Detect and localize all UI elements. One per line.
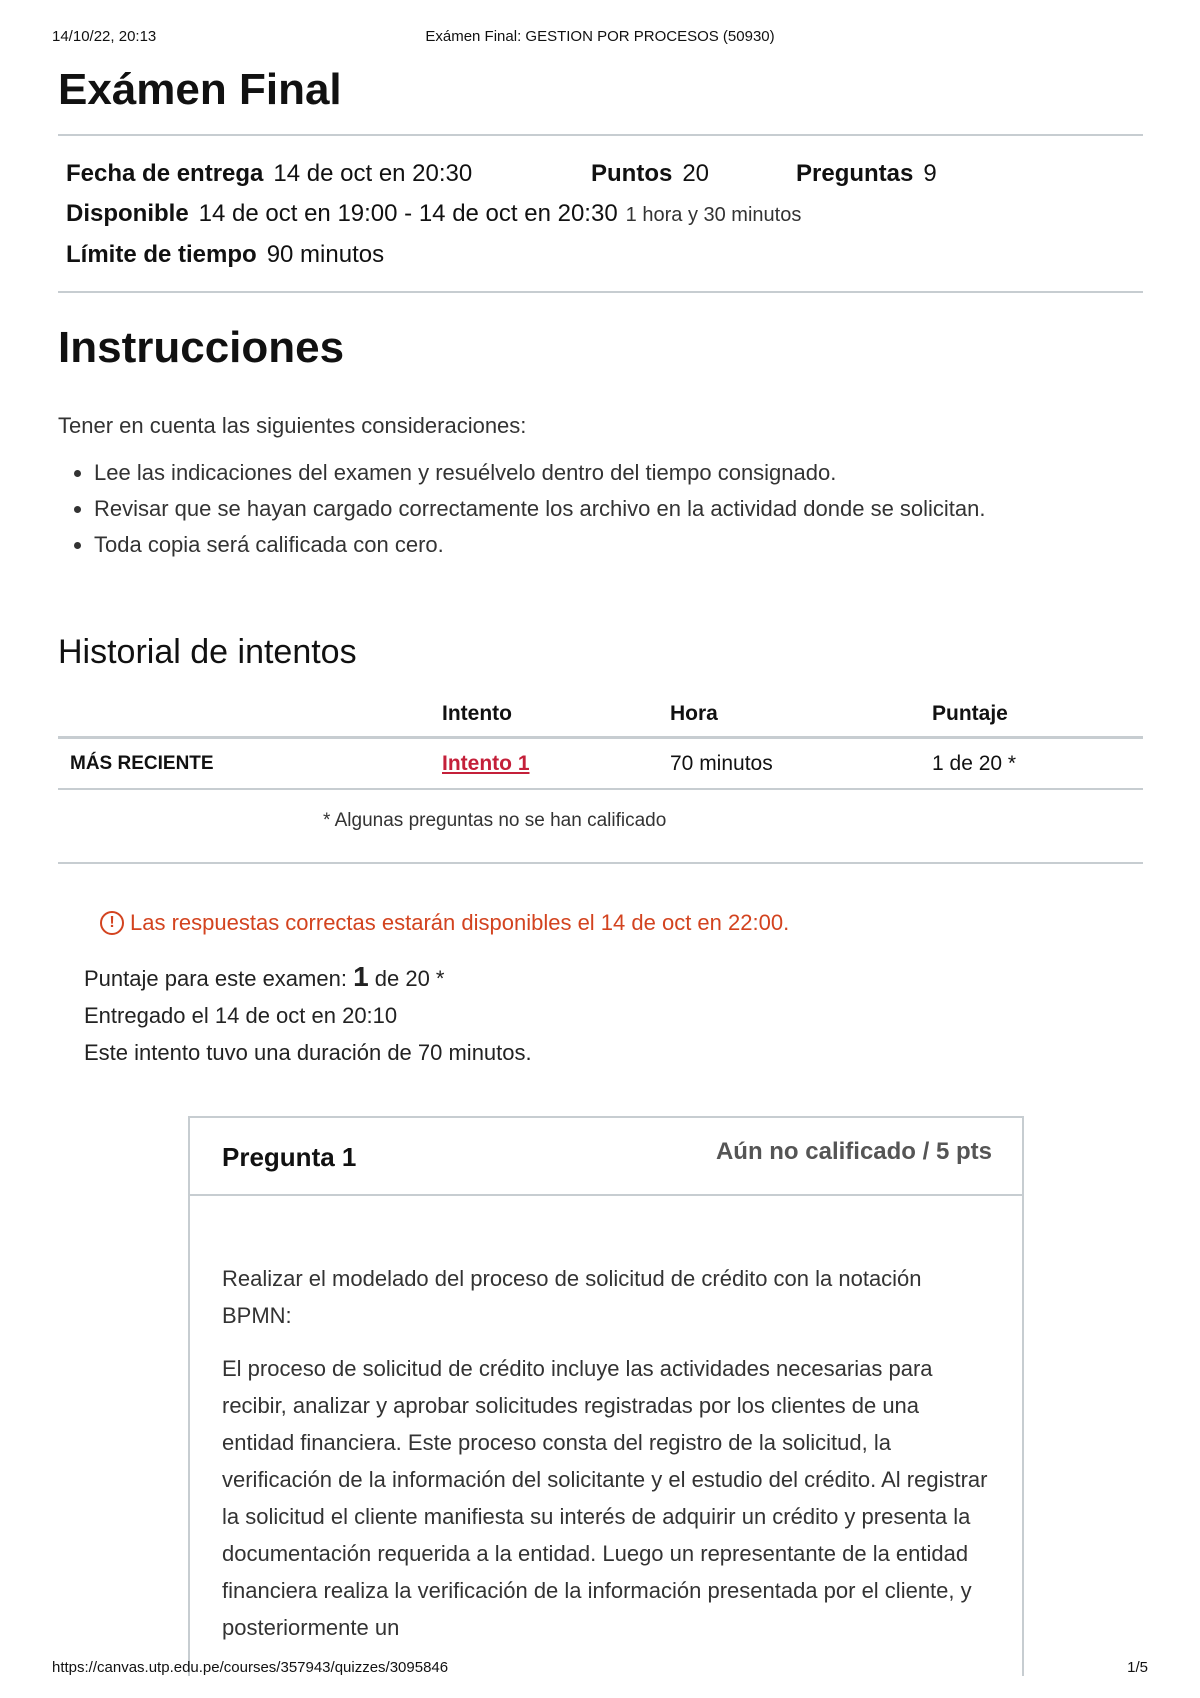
attempt-link[interactable]: Intento 1 xyxy=(442,752,530,775)
duration-text: Este intento tuvo una duración de 70 minutos. xyxy=(84,1040,532,1065)
score-block xyxy=(84,958,1143,1071)
history-heading: Historial de intentos xyxy=(58,633,357,671)
points-label: Puntos xyxy=(591,160,673,187)
quiz-details xyxy=(58,136,1143,291)
table-row xyxy=(58,738,1143,790)
question-paragraph: Realizar el modelado del proceso de solicitud de crédito con la notación BPMN: xyxy=(222,1266,922,1328)
column-header: Intento xyxy=(442,694,670,738)
instructions-list xyxy=(58,455,1143,563)
questions-label: Preguntas xyxy=(796,160,914,187)
due-label: Fecha de entrega xyxy=(66,160,264,187)
page-number: 1/5 xyxy=(1127,1659,1148,1676)
list-item: • Revisar que se hayan cargado correctamente los archivo en la actividad donde se solicitan. xyxy=(94,491,1143,527)
print-url: https://canvas.utp.edu.pe/courses/357943/quizzes/3095846 xyxy=(52,1659,449,1676)
quiz-content xyxy=(58,60,1143,1071)
list-item: • Lee las indicaciones del examen y resuélvelo dentro del tiempo consignado. xyxy=(94,455,1143,491)
attempts-table xyxy=(58,694,1143,790)
time-limit-value: 90 minutos xyxy=(266,241,385,268)
print-document-title: Exámen Final: GESTION POR PROCESOS (50930) xyxy=(425,28,775,45)
warning-icon: ! xyxy=(100,911,124,935)
column-header xyxy=(58,694,442,738)
table-header-row xyxy=(58,694,1143,738)
score-value: 1 xyxy=(353,961,369,992)
score-line xyxy=(84,958,1143,997)
attempt-time: 70 minutos xyxy=(670,738,932,790)
details-row-1 xyxy=(66,154,1135,194)
divider xyxy=(58,862,1143,864)
score-suffix: de 20 * xyxy=(368,966,445,991)
answers-notice xyxy=(100,910,1143,936)
details-row-3 xyxy=(66,235,1135,275)
details-row-2 xyxy=(66,194,1135,235)
due-value: 14 de oct en 20:30 xyxy=(273,160,473,187)
questions-value: 9 xyxy=(923,160,937,187)
instructions-intro: Tener en cuenta las siguientes consideraciones: xyxy=(58,413,527,438)
score-prefix: Puntaje para este examen: xyxy=(84,966,354,991)
print-date: 14/10/22, 20:13 xyxy=(52,28,157,45)
attempt-cell xyxy=(442,738,670,790)
column-header: Hora xyxy=(670,694,932,738)
attempts-note: * Algunas preguntas no se han calificado xyxy=(323,810,667,831)
available-value: 14 de oct en 19:00 - 14 de oct en 20:30 xyxy=(198,200,618,227)
points-value: 20 xyxy=(682,160,710,187)
available-duration: 1 hora y 30 minutos xyxy=(625,204,802,226)
question-body xyxy=(190,1196,1022,1646)
answers-notice-text: Las respuestas correctas estarán disponibles el 14 de oct en 22:00. xyxy=(130,910,790,935)
question-card xyxy=(188,1116,1024,1676)
question-name: Pregunta 1 xyxy=(222,1142,357,1172)
attempt-row-label: MÁS RECIENTE xyxy=(58,738,442,790)
page-title: Exámen Final xyxy=(58,65,342,114)
question-status: Aún no calificado / 5 pts xyxy=(715,1138,992,1165)
time-limit-label: Límite de tiempo xyxy=(66,241,257,268)
submitted-text: Entregado el 14 de oct en 20:10 xyxy=(84,1003,398,1028)
question-paragraph: El proceso de solicitud de crédito incluye las actividades necesarias para recibir, analizar y aprobar solicitudes registradas por los clientes de una entidad financiera. Este proceso consta del registro de la solicitud, la verificación de la información del solicitante y el estudio del crédito. Al registrar la solicitud el cliente manifiesta su interés de adquirir un crédito y presenta la documentación requerida a la entidad. Luego un representante de la entidad financiera realiza la verificación de la información presentada por el cliente, y posteriormente un xyxy=(222,1356,988,1640)
question-header xyxy=(190,1118,1022,1196)
available-label: Disponible xyxy=(66,200,189,227)
divider xyxy=(58,291,1143,293)
column-header: Puntaje xyxy=(932,694,1143,738)
instructions-heading: Instrucciones xyxy=(58,323,345,372)
attempt-score: 1 de 20 * xyxy=(932,738,1143,790)
list-item: • Toda copia será calificada con cero. xyxy=(94,527,1143,563)
